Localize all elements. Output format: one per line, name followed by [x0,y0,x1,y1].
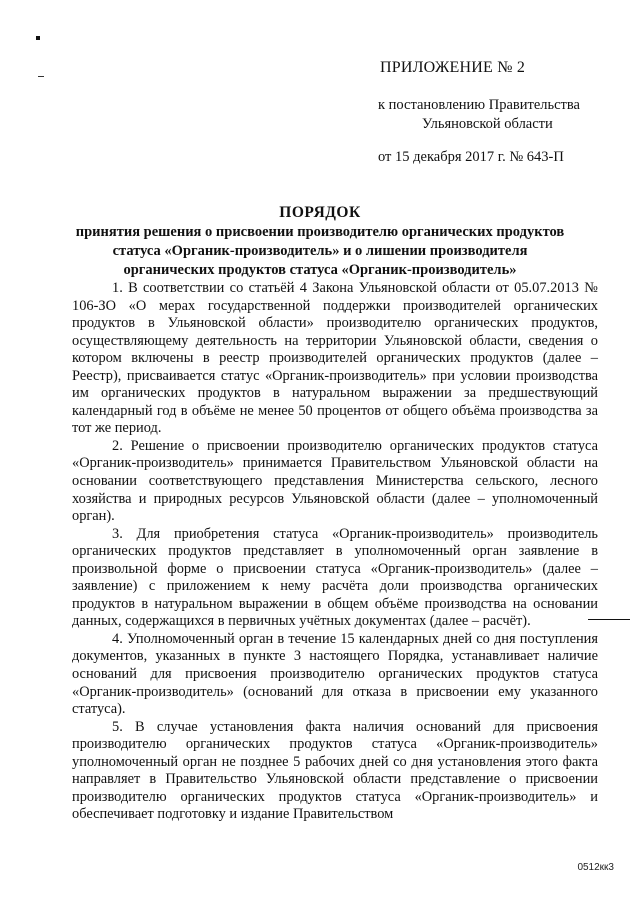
paragraph-5: 5. В случае установления факта наличия оснований для присвоения производителю органических продуктов статуса «Органик-производитель» уполномоченный орган не позднее 5 рабочих дней со дня установления этого факта направляет в Правительство Ульяновской области представление о присвоении производителю органических продуктов статуса «Органик-производитель» и обеспечивает подготовку и издание Правительством [72,718,598,823]
appendix-label: ПРИЛОЖЕНИЕ № 2 [380,59,526,76]
paragraph-3: 3. Для приобретения статуса «Органик-производитель» производитель органических продуктов представляет в уполномоченный орган заявление в произвольной форме о присвоении статуса «Органик-производитель» (далее – заявление) с приложением к нему расчёта доли производства органических продуктов в натуральном выражении в общем объёме производства на основании данных, содержащихся в первичных учётных документах (далее – расчёт). [72,525,598,630]
footer-code: 0512кк3 [577,862,614,873]
scan-mark [36,36,40,40]
decree-date-line: от 15 декабря 2017 г. № 643-П [378,149,564,165]
decree-line: к постановлению Правительства [378,97,580,113]
title-heading: ПОРЯДОК [279,204,361,221]
title-subtitle-line: принятия решения о присвоении производителю органических продуктов [75,224,565,240]
scan-mark-dash [38,76,44,77]
document-title [40,203,600,280]
title-subtitle-line: органических продуктов статуса «Органик-производитель» [123,262,517,278]
decree-reference [378,96,618,167]
handwritten-underline [588,619,630,620]
paragraph-4: 4. Уполномоченный орган в течение 15 календарных дней со дня поступления документов, указанных в пункте 3 настоящего Порядка, устанавливает наличие оснований для присвоения производителю органических продуктов статуса «Органик-производитель» (оснований для отказа в присвоении ему указанного статуса). [72,630,598,718]
paragraph-1: 1. В соответствии со статьёй 4 Закона Ульяновской области от 05.07.2013 № 106-ЗО «О мерах государственной поддержки производителей органических продуктов в Ульяновской области» производителю органических продуктов, осуществляющему деятельность на территории Ульяновской области, сведения о котором включены в реестр производителей органических продуктов (далее – Реестр), присваивается статус «Органик-производитель» при условии производства им органических продуктов в натуральном выражении за предшествующий календарный год в объёме не менее 50 процентов от общего объёма производства за тот же период. [72,280,598,437]
decree-line: Ульяновской области [422,116,553,132]
title-subtitle-line: статуса «Органик-производитель» и о лишении производителя [112,243,528,259]
paragraph-2: 2. Решение о присвоении производителю органических продуктов статуса «Органик-производитель» принимается Правительством Ульяновской области на основании соответствующего представления Министерства сельского, лесного хозяйства и природных ресурсов Ульяновской области (далее – уполномоченный орган). [72,437,598,525]
document-body [72,280,598,824]
